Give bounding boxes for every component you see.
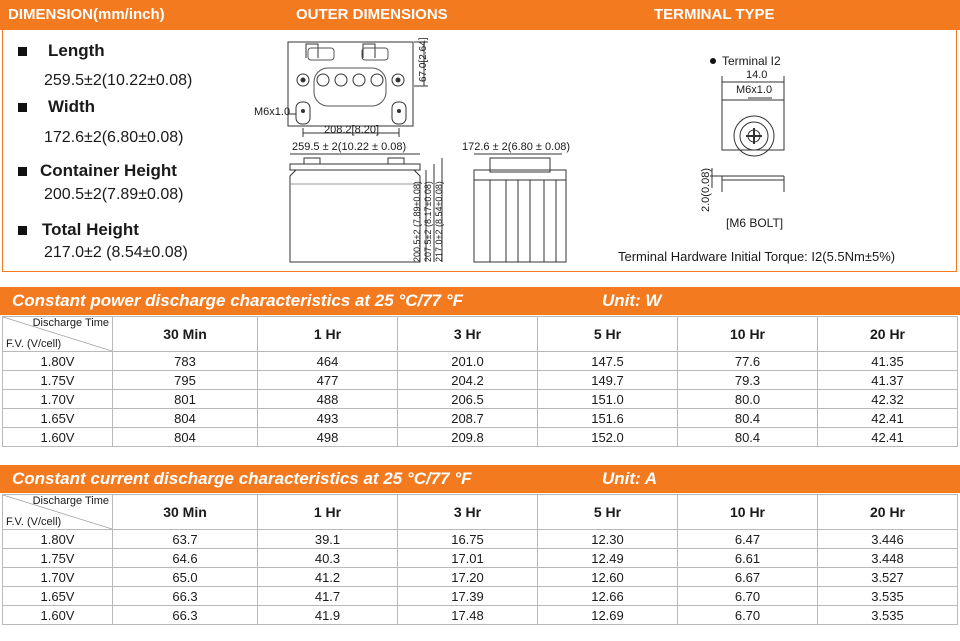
value-cell: 17.39: [398, 587, 538, 606]
bullet-icon: [18, 47, 27, 56]
value-cell: 147.5: [538, 352, 678, 371]
value-cell: 208.7: [398, 409, 538, 428]
current-discharge-table: [2, 494, 958, 625]
power-section-header: [0, 287, 960, 315]
bullet-icon: [18, 103, 27, 112]
dimension-name: Container Height: [40, 161, 177, 180]
column-header: 20 Hr: [818, 495, 958, 530]
dimension-value: 259.5±2(10.22±0.08): [44, 72, 193, 89]
table-row: [3, 530, 958, 549]
table-row: [3, 587, 958, 606]
terminal-thread-label: M6x1.0: [736, 84, 773, 96]
value-cell: 804: [113, 428, 258, 447]
final-voltage-cell: 1.65V: [3, 587, 113, 606]
table-row: [3, 371, 958, 390]
table-row: [3, 549, 958, 568]
value-cell: 42.41: [818, 428, 958, 447]
column-header: 5 Hr: [538, 317, 678, 352]
value-cell: 65.0: [113, 568, 258, 587]
bullet-icon: [18, 167, 27, 176]
value-cell: 493: [258, 409, 398, 428]
terminal-height-label: 67.0[2.64]: [418, 37, 429, 82]
value-cell: 151.6: [538, 409, 678, 428]
terminal-drawing: [700, 70, 810, 220]
value-cell: 12.49: [538, 549, 678, 568]
terminal-type-label: TERMINAL TYPE: [654, 6, 775, 23]
value-cell: 801: [113, 390, 258, 409]
final-voltage-cell: 1.70V: [3, 390, 113, 409]
table-row: [3, 409, 958, 428]
final-voltage-label: F.V. (V/cell): [6, 338, 62, 350]
table-row: [3, 428, 958, 447]
terminal-width-label: 14.0: [746, 69, 768, 81]
final-voltage-label: F.V. (V/cell): [6, 516, 62, 528]
value-cell: 42.32: [818, 390, 958, 409]
value-cell: 39.1: [258, 530, 398, 549]
final-voltage-cell: 1.75V: [3, 549, 113, 568]
column-header: 3 Hr: [398, 317, 538, 352]
column-header: 30 Min: [113, 495, 258, 530]
bolt-thread-label: M6x1.0: [254, 106, 291, 118]
terminal-bullet-icon: [710, 58, 716, 64]
table-header-row: [3, 495, 958, 530]
final-voltage-cell: 1.80V: [3, 352, 113, 371]
value-cell: 477: [258, 371, 398, 390]
value-cell: 17.48: [398, 606, 538, 625]
corner-header-cell: [3, 495, 113, 530]
value-cell: 80.0: [678, 390, 818, 409]
value-cell: 64.6: [113, 549, 258, 568]
column-header: 5 Hr: [538, 495, 678, 530]
value-cell: 41.7: [258, 587, 398, 606]
value-cell: 3.527: [818, 568, 958, 587]
column-header: 3 Hr: [398, 495, 538, 530]
bullet-icon: [18, 226, 27, 235]
value-cell: 12.66: [538, 587, 678, 606]
final-voltage-cell: 1.75V: [3, 371, 113, 390]
final-voltage-cell: 1.60V: [3, 606, 113, 625]
corner-header-cell: [3, 317, 113, 352]
table-row: [3, 352, 958, 371]
final-voltage-cell: 1.80V: [3, 530, 113, 549]
power-unit-label: Unit: W: [602, 291, 662, 310]
front-length-label: 259.5 ± 2(10.22 ± 0.08): [292, 141, 407, 153]
value-cell: 464: [258, 352, 398, 371]
value-cell: 63.7: [113, 530, 258, 549]
column-header: 1 Hr: [258, 317, 398, 352]
intermediate-height-label: 207.5±2 (8.17±0.08): [423, 181, 433, 262]
value-cell: 206.5: [398, 390, 538, 409]
table-row: [3, 390, 958, 409]
dimension-value: 217.0±2 (8.54±0.08): [44, 244, 188, 261]
side-width-label: 172.6 ± 2(6.80 ± 0.08): [462, 141, 571, 153]
column-header: 20 Hr: [818, 317, 958, 352]
value-cell: 201.0: [398, 352, 538, 371]
value-cell: 498: [258, 428, 398, 447]
value-cell: 41.35: [818, 352, 958, 371]
value-cell: 6.67: [678, 568, 818, 587]
torque-note: Terminal Hardware Initial Torque: I2(5.5Nm±5%): [618, 249, 896, 264]
value-cell: 795: [113, 371, 258, 390]
terminal-name: Terminal I2: [722, 54, 781, 68]
table-header-row: [3, 317, 958, 352]
value-cell: 42.41: [818, 409, 958, 428]
value-cell: 66.3: [113, 587, 258, 606]
value-cell: 12.60: [538, 568, 678, 587]
column-header: 1 Hr: [258, 495, 398, 530]
value-cell: 41.9: [258, 606, 398, 625]
value-cell: 77.6: [678, 352, 818, 371]
column-header: 10 Hr: [678, 495, 818, 530]
front-view-drawing: [280, 150, 460, 270]
terminal-thickness-label: 2.0(0.08): [700, 167, 712, 212]
value-cell: 41.37: [818, 371, 958, 390]
value-cell: 6.70: [678, 587, 818, 606]
dimension-name: Length: [48, 41, 105, 60]
value-cell: 204.2: [398, 371, 538, 390]
value-cell: 41.2: [258, 568, 398, 587]
dimension-name: Width: [48, 97, 96, 116]
value-cell: 80.4: [678, 428, 818, 447]
value-cell: 6.70: [678, 606, 818, 625]
power-section-title: Constant power discharge characteristics at 25 °C/77 °F: [12, 291, 464, 310]
container-height-label: 200.5±2 (7.89±0.08): [412, 181, 422, 262]
discharge-time-label: Discharge Time: [32, 317, 109, 329]
value-cell: 79.3: [678, 371, 818, 390]
value-cell: 12.69: [538, 606, 678, 625]
discharge-time-label: Discharge Time: [32, 495, 109, 507]
value-cell: 209.8: [398, 428, 538, 447]
value-cell: 149.7: [538, 371, 678, 390]
value-cell: 488: [258, 390, 398, 409]
value-cell: 80.4: [678, 409, 818, 428]
column-header: 30 Min: [113, 317, 258, 352]
value-cell: 66.3: [113, 606, 258, 625]
value-cell: 3.535: [818, 587, 958, 606]
current-unit-label: Unit: A: [602, 469, 658, 488]
dimension-value: 172.6±2(6.80±0.08): [44, 129, 184, 146]
final-voltage-cell: 1.70V: [3, 568, 113, 587]
value-cell: 783: [113, 352, 258, 371]
value-cell: 152.0: [538, 428, 678, 447]
table-row: [3, 568, 958, 587]
value-cell: 6.47: [678, 530, 818, 549]
terminal-spacing-label: 208.2[8.20]: [324, 124, 380, 136]
terminal-bolt-label: [M6 BOLT]: [726, 216, 784, 230]
value-cell: 151.0: [538, 390, 678, 409]
value-cell: 3.535: [818, 606, 958, 625]
value-cell: 16.75: [398, 530, 538, 549]
value-cell: 12.30: [538, 530, 678, 549]
value-cell: 3.446: [818, 530, 958, 549]
value-cell: 6.61: [678, 549, 818, 568]
value-cell: 804: [113, 409, 258, 428]
table-row: [3, 606, 958, 625]
power-discharge-table: [2, 316, 958, 447]
current-section-header: [0, 465, 960, 493]
dimension-name: Total Height: [42, 220, 139, 239]
final-voltage-cell: 1.60V: [3, 428, 113, 447]
side-view-drawing: [470, 150, 570, 270]
column-header: 10 Hr: [678, 317, 818, 352]
value-cell: 3.448: [818, 549, 958, 568]
dimension-value: 200.5±2(7.89±0.08): [44, 186, 184, 203]
final-voltage-cell: 1.65V: [3, 409, 113, 428]
value-cell: 17.20: [398, 568, 538, 587]
outer-dimensions-label: OUTER DIMENSIONS: [296, 6, 448, 23]
total-height-label: 217.0±2 (8.54±0.08): [434, 181, 444, 262]
dimension-header: [0, 0, 960, 30]
dimension-label: DIMENSION(mm/inch): [8, 6, 165, 23]
value-cell: 17.01: [398, 549, 538, 568]
value-cell: 40.3: [258, 549, 398, 568]
current-section-title: Constant current discharge characteristics at 25 °C/77 °F: [12, 469, 472, 488]
